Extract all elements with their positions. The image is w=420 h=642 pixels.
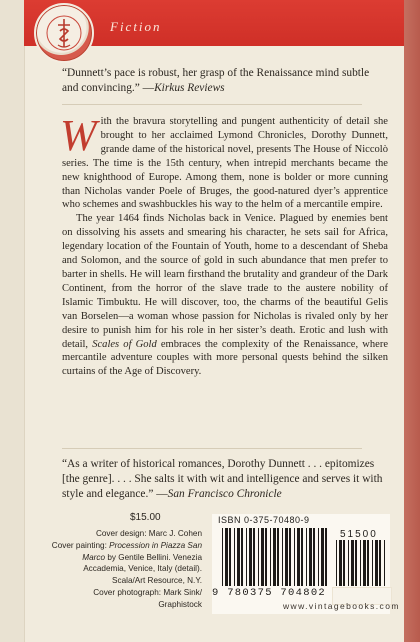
divider-rule xyxy=(62,448,362,449)
barcode-bar xyxy=(318,528,319,586)
barcode-bar xyxy=(294,528,295,586)
isbn-label: ISBN 0-375-70480-9 xyxy=(218,515,310,525)
publisher-website: www.vintagebooks.com xyxy=(283,601,400,611)
ean-number: 9 780375 704802 xyxy=(212,587,327,599)
review-quote-top xyxy=(62,66,386,96)
barcode-bar xyxy=(313,528,315,586)
blurb-paragraph xyxy=(60,111,388,212)
price-supplement-barcode xyxy=(336,540,386,586)
review-quote-text: “Dunnett’s pace is robust, her grasp of the Renaissance mind subtle and convincing.” — xyxy=(62,67,370,95)
barcode-bar xyxy=(367,540,369,586)
barcode-bar xyxy=(273,528,276,586)
barcode-bar xyxy=(339,540,342,586)
cover-credits xyxy=(50,528,202,611)
review-source: San Francisco Chronicle xyxy=(167,488,282,501)
divider-rule xyxy=(62,104,362,105)
credit-design: Cover design: Marc J. Cohen xyxy=(95,529,202,538)
barcode-bar xyxy=(222,528,223,586)
barcode-bar xyxy=(363,540,366,586)
barcode-bar xyxy=(234,528,235,586)
barcode-bar xyxy=(336,540,337,586)
barcode-bar xyxy=(261,528,264,586)
barcode-bar xyxy=(309,528,312,586)
barcode-bar xyxy=(249,528,252,586)
drop-cap: W xyxy=(60,111,97,160)
review-quote-text: “As a writer of historical romances, Dorothy Dunnett . . . epitomizes [the genre]. . . . She salts it with wit and intelligence and serves it with style and elegance.” — xyxy=(62,458,383,501)
credit-painting xyxy=(50,540,202,587)
painting-title: Procession in Piazza San Marco xyxy=(82,540,202,562)
blurb-paragraph-text: embraces the complexity of the Renaissance, where mercantile adventure couples with more personal quests behind the silken curtains of the Age of Discovery. xyxy=(62,338,389,378)
barcode-bar xyxy=(237,528,240,586)
price-label: $15.00 xyxy=(130,512,161,523)
barcode-bar xyxy=(253,528,255,586)
barcode-bar xyxy=(384,540,385,586)
seal-emblem-icon xyxy=(36,5,92,61)
review-source: Kirkus Reviews xyxy=(154,82,225,95)
credit-photograph: Cover photograph: Mark Sink/ Graphistock xyxy=(93,587,202,609)
barcode-bar xyxy=(375,540,378,586)
review-quote-bottom xyxy=(62,457,386,503)
blurb-paragraph-text: ith the bravura storytelling and pungent authenticity of detail she brought to her acclaimed Lymond Chronicles, Dorothy Dunnett, grande dame of the historical novel, presents The House of Niccolò series. The time is the 15th century, when intrepid merchants became the new knighthood of Europe. Among them, none is bolder or more cunning than Nicholas vander Poele of Bruges, the good-natured dyer’s apprentice who schemes and swashbuckles his way to the helm of a mercantile empire. xyxy=(62,116,388,211)
ean-barcode xyxy=(222,528,330,586)
barcode-bar xyxy=(285,528,288,586)
barcode-bar xyxy=(351,540,354,586)
barcode-bar xyxy=(225,528,228,586)
book-title: Scales of Gold xyxy=(92,338,157,350)
barcode-bar xyxy=(270,528,271,586)
barcode-bar xyxy=(372,540,373,586)
cover-left-band xyxy=(0,0,25,642)
barcode-bar xyxy=(321,528,324,586)
barcode-bar xyxy=(379,540,381,586)
barcode-bar xyxy=(258,528,259,586)
barcode-bar xyxy=(246,528,247,586)
barcode-bar xyxy=(343,540,345,586)
barcode-bar xyxy=(348,540,349,586)
book-blurb xyxy=(60,111,389,379)
barcode-bar xyxy=(301,528,303,586)
barcode-bar xyxy=(355,540,357,586)
publisher-seal-logo xyxy=(34,3,94,63)
barcode-bar xyxy=(277,528,279,586)
barcode-bar xyxy=(282,528,283,586)
cover-right-edge xyxy=(404,0,420,642)
price-supplement-number: 51500 xyxy=(340,529,378,540)
blurb-paragraph-text: The year 1464 finds Nicholas back in Venice. Plagued by enemies bent on dissolving his assets and smearing his character, he sets sail for Africa, legendary location of the Fountain of Youth, home to a descendant of Sheba and Solomon, and the source of gold in such abundance that men prefer to barter in shells. He will learn firsthand the brutality and grandeur of the Dark Continent, from the horror of the slave trade to the austere nobility of Islamic Timbuktu. He will discover, too, the charms of the beautiful Gelis van Borselen—a woman whose passion for Nicholas is rivaled only by her desire to punish him for his role in her sister’s death. Erotic and lush with detail, xyxy=(62,213,388,350)
barcode-bar xyxy=(306,528,307,586)
barcode-bar xyxy=(241,528,243,586)
barcode-bar xyxy=(229,528,231,586)
barcode-bar xyxy=(289,528,291,586)
blurb-paragraph xyxy=(62,212,388,379)
credit-painting-details: by Gentile Bellini. Venezia Accademia, Venice, Italy (detail). Scala/Art Resource, N.Y. xyxy=(83,552,202,586)
barcode-bar xyxy=(265,528,267,586)
credit-painting-label: Cover painting: xyxy=(51,540,107,550)
barcode-bar xyxy=(297,528,300,586)
barcode-bar xyxy=(360,540,361,586)
category-label: Fiction xyxy=(110,19,162,34)
barcode-bar xyxy=(325,528,327,586)
